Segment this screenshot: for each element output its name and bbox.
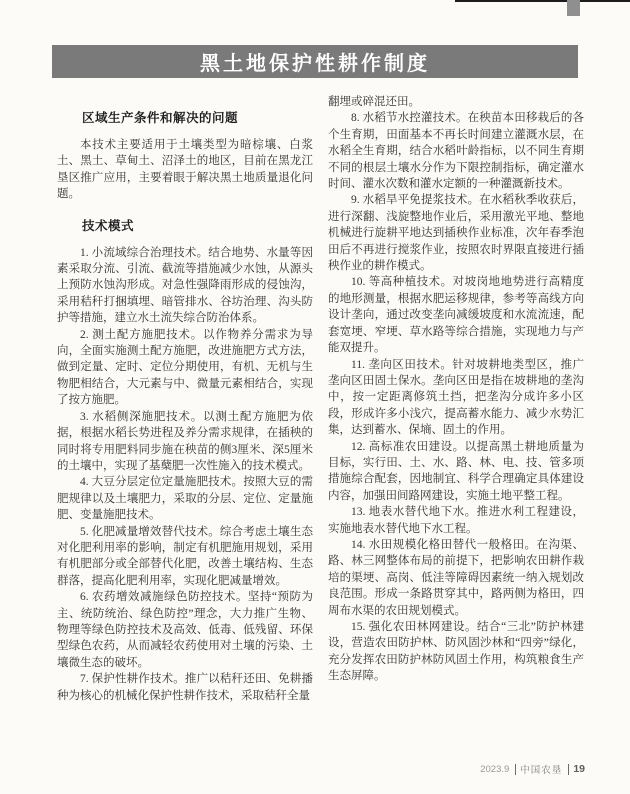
tech-item-8: 8. 水稻节水控灌技术。在秧苗本田移栽后的各个生育期，田面基本不再长时间建立灌溉水层，在水稻全生育期，结合水稻叶龄指标，以不同生育期不同的根层土壤水分作为下限控制指标，确定灌水时间、灌水次数和灌水定额的一种灌溉新技术。 bbox=[328, 112, 584, 191]
page-footer bbox=[480, 762, 585, 776]
article-title-banner bbox=[52, 45, 578, 78]
section-heading-tech-modes: 技术模式 bbox=[82, 218, 135, 233]
tech-item-13: 13. 地表水替代地下水。推进水利工程建设，实施地表水替代地下水工程。 bbox=[328, 506, 584, 535]
scan-artifact-line bbox=[455, 0, 630, 2]
tech-item-3: 3. 水稻侧深施肥技术。以测土配方施肥为依据，根据水稻长势进程及养分需求规律，在插秧的同时将专用肥料同步施在秧苗的侧3厘米、深5厘米的土壤中，实现了基蘖肥一次性施入的技术模式。 bbox=[57, 410, 313, 472]
tech-item-9: 9. 水稻旱平免提浆技术。在水稻秋季收获后，进行深翻、浅旋整地作业后，采用激光平地、整地机械进行旋耕平地达到插秧作业标准，次年春季泡田后不再进行搅浆作业，按照农时界限直接进行插秧作业的耕作模式。 bbox=[328, 194, 584, 273]
article-body bbox=[57, 94, 584, 704]
tech-item-11: 11. 垄向区田技术。针对坡耕地类型区，推广垄向区田固土保水。垄向区田是指在坡耕地的垄沟中，按一定距离修筑土挡，把垄沟分成许多小区段，形成许多小浅穴，提高蓄水能力、减少水势汇集，达到蓄水、保墒、固土的作用。 bbox=[328, 358, 584, 437]
tech-item-4: 4. 大豆分层定位定量施肥技术。按照大豆的需肥规律以及土壤肥力，采取的分层、定位、定量施肥、变量施肥技术。 bbox=[57, 476, 313, 522]
tech-item-6: 6. 农药增效减施绿色防控技术。坚持“预防为主、统防统治、绿色防控”理念，大力推广生物、物理等绿色防控技术及高效、低毒、低残留、环保型绿色农药，从而减轻农药使用对土壤的污染、土壤微生态的破坏。 bbox=[57, 591, 313, 669]
tech-item-2: 2. 测土配方施肥技术。以作物养分需求为导向，全面实施测土配方施肥，改进施肥方式方法，做到定量、定时、定位分期使用，有机、无机与生物肥相结合，大元素与中、微量元素相结合，实现了按方施肥。 bbox=[57, 328, 313, 407]
footer-divider-icon bbox=[515, 764, 516, 775]
article-title: 黑土地保护性耕作制度 bbox=[200, 53, 430, 75]
scan-artifact-tab bbox=[567, 0, 580, 16]
footer-issue: 2023.9 bbox=[480, 763, 510, 775]
right-column bbox=[328, 94, 584, 704]
tech-item-10: 10. 等高种植技术。对坡岗地地势进行高精度的地形测量，根据水肥运移规律，参考等高线方向设计垄向，通过改变垄向减缓坡度和水流流速，配套宽埂、窄埂、草水路等综合措施，实现地力与产能双提升。 bbox=[328, 276, 584, 355]
left-column bbox=[57, 94, 313, 704]
tech-item-14: 14. 水田规模化格田替代一般格田。在沟渠、路、林三网整体布局的前提下，把影响农田耕作栽培的渠埂、高岗、低洼等障碍因素统一纳入规划改良范围。形成一条路贯穿其中，路两侧为格田，四周布水渠的农田规划模式。 bbox=[328, 538, 584, 617]
tech-item-7-continuation: 翻埋或碎混还田。 bbox=[328, 96, 420, 108]
footer-divider-icon bbox=[568, 764, 569, 775]
footer-journal-name: 中国农垦 bbox=[520, 765, 563, 776]
tech-item-15: 15. 强化农田林网建设。结合“三北”防护林建设，营造农田防护林、防风固沙林和“四旁”绿化，充分发挥农田防护林防风固土作用，构筑粮食生产生态屏障。 bbox=[328, 621, 584, 683]
tech-item-7: 7. 保护性耕作技术。推广以秸秆还田、免耕播种为核心的机械化保护性耕作技术，采取秸秆全量 bbox=[57, 673, 313, 702]
tech-item-12: 12. 高标准农田建设。以提高黑土耕地质量为目标，实行田、土、水、路、林、电、技、管多项措施综合配套，因地制宜、科学合理确定具体建设内容，加强田间路网建设，实施土地平整工程。 bbox=[328, 440, 584, 502]
footer-page-number: 19 bbox=[573, 763, 585, 775]
intro-paragraph: 本技术主要适用于土壤类型为暗棕壤、白浆土、黑土、草甸土、沼泽土的地区，目前在黑龙江垦区推广应用，主要着眼于解决黑土地质量退化问题。 bbox=[57, 139, 313, 201]
section-heading-conditions: 区域生产条件和解决的问题 bbox=[82, 111, 239, 125]
tech-item-1: 1. 小流域综合治理技术。结合地势、水量等因素采取分流、引流、截流等措施减少水蚀，从源头上预防水蚀沟形成。对急性强降雨形成的侵蚀沟，采用秸秆打捆填埋、暗管排水、谷坊治理、沟头防护等措施，建立水土流失综合防治体系。 bbox=[57, 246, 313, 325]
tech-item-5: 5. 化肥减量增效替代技术。综合考虑土壤生态对化肥利用率的影响，制定有机肥施用规划，采用有机肥部分或全部替代化肥，改善土壤结构、生态群落，提高化肥利用率，实现化肥减量增效。 bbox=[57, 525, 313, 587]
